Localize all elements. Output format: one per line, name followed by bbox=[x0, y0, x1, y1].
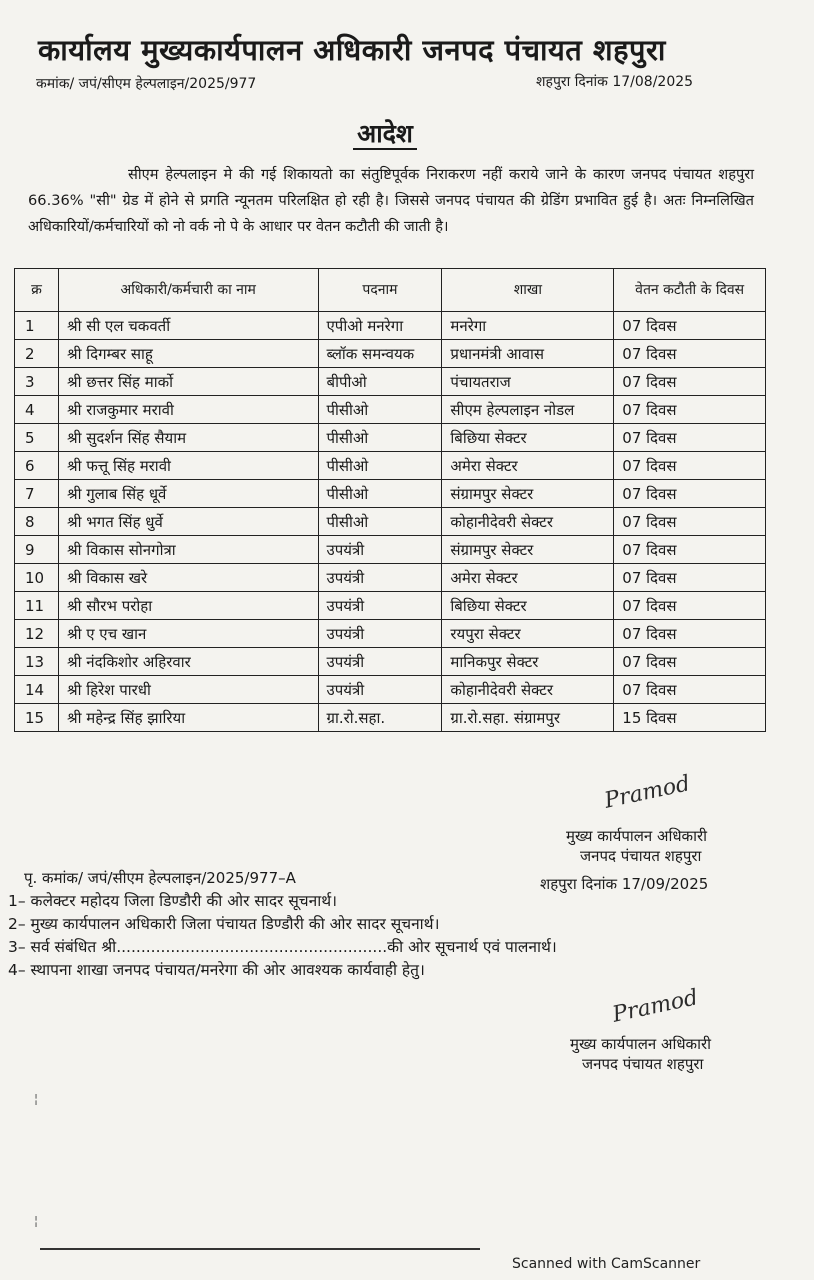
cell-name: श्री सी एल चकवर्ती bbox=[58, 312, 318, 340]
cell-branch: मनरेगा bbox=[442, 312, 614, 340]
cell-branch: अमेरा सेक्टर bbox=[442, 452, 614, 480]
cell-branch: रयपुरा सेक्टर bbox=[442, 620, 614, 648]
cell-deduction-days: 07 दिवस bbox=[614, 620, 766, 648]
copy-reference: पृ. कमांक/ जपं/सीएम हेल्पलाइन/2025/977–A bbox=[24, 869, 296, 887]
copy-item: 3– सर्व संबंधित श्री.......................................................की ओर सूचनार्थ एवं पालनार्थ। bbox=[8, 938, 557, 956]
scanner-watermark: Scanned with CamScanner bbox=[512, 1256, 701, 1272]
margin-mark: ¦ bbox=[34, 1092, 39, 1106]
bottom-rule bbox=[40, 1248, 480, 1250]
cell-deduction-days: 07 दिवस bbox=[614, 340, 766, 368]
copy-item: 1– कलेक्टर महोदय जिला डिण्डौरी की ओर सादर सूचनार्थ। bbox=[8, 892, 338, 910]
cell-designation: उपयंत्री bbox=[318, 648, 442, 676]
cell-serial: 6 bbox=[15, 452, 59, 480]
cell-designation: उपयंत्री bbox=[318, 536, 442, 564]
issue-date: शहपुरा दिनांक 17/08/2025 bbox=[536, 74, 694, 90]
cell-name: श्री विकास सोनगोत्रा bbox=[58, 536, 318, 564]
office-title: कार्यालय मुख्यकार्यपालन अधिकारी जनपद पंचायत शहपुरा bbox=[38, 33, 666, 67]
order-body: सीएम हेल्पलाइन मे की गई शिकायतो का संतुष्टिपूर्वक निराकरण नहीं कराये जाने के कारण जनपद पंचायत शहपुरा 66.36% "सी" ग्रेड में होने से प्रगति न्यूनतम परिलक्षित हो रही है। जिससे जनपद पंचायत की ग्रेडिंग प्रभावित हुई है। अतः निम्नलिखित अधिकारियों/कर्मचारियों को नो वर्क नो पे के आधार पर वेतन कटौती की जाती है। bbox=[28, 166, 754, 235]
cell-branch: ग्रा.रो.सहा. संग्रामपुर bbox=[442, 704, 614, 732]
table-row bbox=[15, 368, 766, 396]
cell-deduction-days: 07 दिवस bbox=[614, 452, 766, 480]
cell-designation: पीसीओ bbox=[318, 424, 442, 452]
cell-name: श्री नंदकिशोर अहिरवार bbox=[58, 648, 318, 676]
cell-branch: अमेरा सेक्टर bbox=[442, 564, 614, 592]
signature-block-2 bbox=[570, 1034, 711, 1074]
order-heading-wrap bbox=[0, 116, 770, 150]
cell-name: श्री छत्तर सिंह मार्को bbox=[58, 368, 318, 396]
cell-deduction-days: 07 दिवस bbox=[614, 424, 766, 452]
table-row bbox=[15, 452, 766, 480]
cell-serial: 1 bbox=[15, 312, 59, 340]
cell-serial: 5 bbox=[15, 424, 59, 452]
cell-name: श्री महेन्द्र सिंह झारिया bbox=[58, 704, 318, 732]
cell-deduction-days: 07 दिवस bbox=[614, 312, 766, 340]
cell-deduction-days: 07 दिवस bbox=[614, 396, 766, 424]
cell-deduction-days: 07 दिवस bbox=[614, 648, 766, 676]
signature-block-1 bbox=[566, 826, 707, 866]
cell-designation: उपयंत्री bbox=[318, 564, 442, 592]
table-row bbox=[15, 676, 766, 704]
copy-item: 2– मुख्य कार्यपालन अधिकारी जिला पंचायत डिण्डौरी की ओर सादर सूचनार्थ। bbox=[8, 915, 440, 933]
cell-designation: एपीओ मनरेगा bbox=[318, 312, 442, 340]
cell-serial: 9 bbox=[15, 536, 59, 564]
cell-serial: 15 bbox=[15, 704, 59, 732]
cell-name: श्री फत्तू सिंह मरावी bbox=[58, 452, 318, 480]
signature-2: Pramod bbox=[610, 985, 701, 1028]
cell-branch: पंचायतराज bbox=[442, 368, 614, 396]
cell-name: श्री राजकुमार मरावी bbox=[58, 396, 318, 424]
cell-deduction-days: 07 दिवस bbox=[614, 536, 766, 564]
table-row bbox=[15, 648, 766, 676]
cell-name: श्री सुदर्शन सिंह सैयाम bbox=[58, 424, 318, 452]
cell-branch: कोहानीदेवरी सेक्टर bbox=[442, 508, 614, 536]
cell-name: श्री ए एच खान bbox=[58, 620, 318, 648]
cell-deduction-days: 07 दिवस bbox=[614, 368, 766, 396]
cell-serial: 13 bbox=[15, 648, 59, 676]
col-header-name: अधिकारी/कर्मचारी का नाम bbox=[58, 269, 318, 312]
col-header-serial: क्र bbox=[15, 269, 59, 312]
cell-name: श्री सौरभ परोहा bbox=[58, 592, 318, 620]
cell-designation: पीसीओ bbox=[318, 396, 442, 424]
cell-serial: 7 bbox=[15, 480, 59, 508]
cell-serial: 10 bbox=[15, 564, 59, 592]
salary-deduction-table bbox=[14, 268, 766, 732]
cell-serial: 2 bbox=[15, 340, 59, 368]
col-header-branch: शाखा bbox=[442, 269, 614, 312]
cell-name: श्री विकास खरे bbox=[58, 564, 318, 592]
cell-serial: 11 bbox=[15, 592, 59, 620]
cell-name: श्री हिरेश पारधी bbox=[58, 676, 318, 704]
cell-branch: संग्रामपुर सेक्टर bbox=[442, 536, 614, 564]
signatory-office: जनपद पंचायत शहपुरा bbox=[580, 847, 702, 865]
table-row bbox=[15, 312, 766, 340]
table-row bbox=[15, 592, 766, 620]
table-row bbox=[15, 704, 766, 732]
margin-mark: ¦ bbox=[34, 1214, 39, 1228]
cell-designation: ग्रा.रो.सहा. bbox=[318, 704, 442, 732]
signature-1: Pramod bbox=[602, 771, 693, 814]
cell-name: श्री दिगम्बर साहू bbox=[58, 340, 318, 368]
cell-name: श्री भगत सिंह धुर्वे bbox=[58, 508, 318, 536]
cell-deduction-days: 15 दिवस bbox=[614, 704, 766, 732]
cell-branch: बिछिया सेक्टर bbox=[442, 424, 614, 452]
cell-name: श्री गुलाब सिंह धूर्वे bbox=[58, 480, 318, 508]
signatory-office: जनपद पंचायत शहपुरा bbox=[582, 1055, 704, 1073]
cell-serial: 4 bbox=[15, 396, 59, 424]
cell-deduction-days: 07 दिवस bbox=[614, 564, 766, 592]
cell-serial: 3 bbox=[15, 368, 59, 396]
table-header-row bbox=[15, 269, 766, 312]
cell-designation: ब्लॉक समन्वयक bbox=[318, 340, 442, 368]
cell-deduction-days: 07 दिवस bbox=[614, 480, 766, 508]
copy-list bbox=[8, 890, 557, 982]
cell-designation: पीसीओ bbox=[318, 480, 442, 508]
cell-branch: मानिकपुर सेक्टर bbox=[442, 648, 614, 676]
cell-branch: प्रधानमंत्री आवास bbox=[442, 340, 614, 368]
cell-branch: कोहानीदेवरी सेक्टर bbox=[442, 676, 614, 704]
col-header-designation: पदनाम bbox=[318, 269, 442, 312]
cell-designation: उपयंत्री bbox=[318, 676, 442, 704]
cell-designation: उपयंत्री bbox=[318, 620, 442, 648]
copy-item: 4– स्थापना शाखा जनपद पंचायत/मनरेगा की ओर आवश्यक कार्यवाही हेतु। bbox=[8, 961, 425, 979]
signatory-designation: मुख्य कार्यपालन अधिकारी bbox=[566, 827, 707, 845]
cell-designation: उपयंत्री bbox=[318, 592, 442, 620]
cell-deduction-days: 07 दिवस bbox=[614, 592, 766, 620]
table-row bbox=[15, 480, 766, 508]
cell-designation: बीपीओ bbox=[318, 368, 442, 396]
cell-serial: 14 bbox=[15, 676, 59, 704]
cell-serial: 8 bbox=[15, 508, 59, 536]
cell-deduction-days: 07 दिवस bbox=[614, 676, 766, 704]
table-row bbox=[15, 564, 766, 592]
table-row bbox=[15, 536, 766, 564]
table-body bbox=[15, 312, 766, 732]
table-row bbox=[15, 396, 766, 424]
cell-branch: बिछिया सेक्टर bbox=[442, 592, 614, 620]
signature-date: शहपुरा दिनांक 17/09/2025 bbox=[540, 875, 709, 893]
cell-serial: 12 bbox=[15, 620, 59, 648]
table-row bbox=[15, 620, 766, 648]
table-row bbox=[15, 340, 766, 368]
cell-deduction-days: 07 दिवस bbox=[614, 508, 766, 536]
cell-branch: सीएम हेल्पलाइन नोडल bbox=[442, 396, 614, 424]
cell-designation: पीसीओ bbox=[318, 508, 442, 536]
table-row bbox=[15, 508, 766, 536]
col-header-deduction-days: वेतन कटौती के दिवस bbox=[614, 269, 766, 312]
table-row bbox=[15, 424, 766, 452]
signatory-designation: मुख्य कार्यपालन अधिकारी bbox=[570, 1035, 711, 1053]
cell-designation: पीसीओ bbox=[318, 452, 442, 480]
reference-number: कमांक/ जपं/सीएम हेल्पलाइन/2025/977 bbox=[36, 76, 257, 92]
cell-branch: संग्रामपुर सेक्टर bbox=[442, 480, 614, 508]
order-heading: आदेश bbox=[353, 119, 417, 150]
